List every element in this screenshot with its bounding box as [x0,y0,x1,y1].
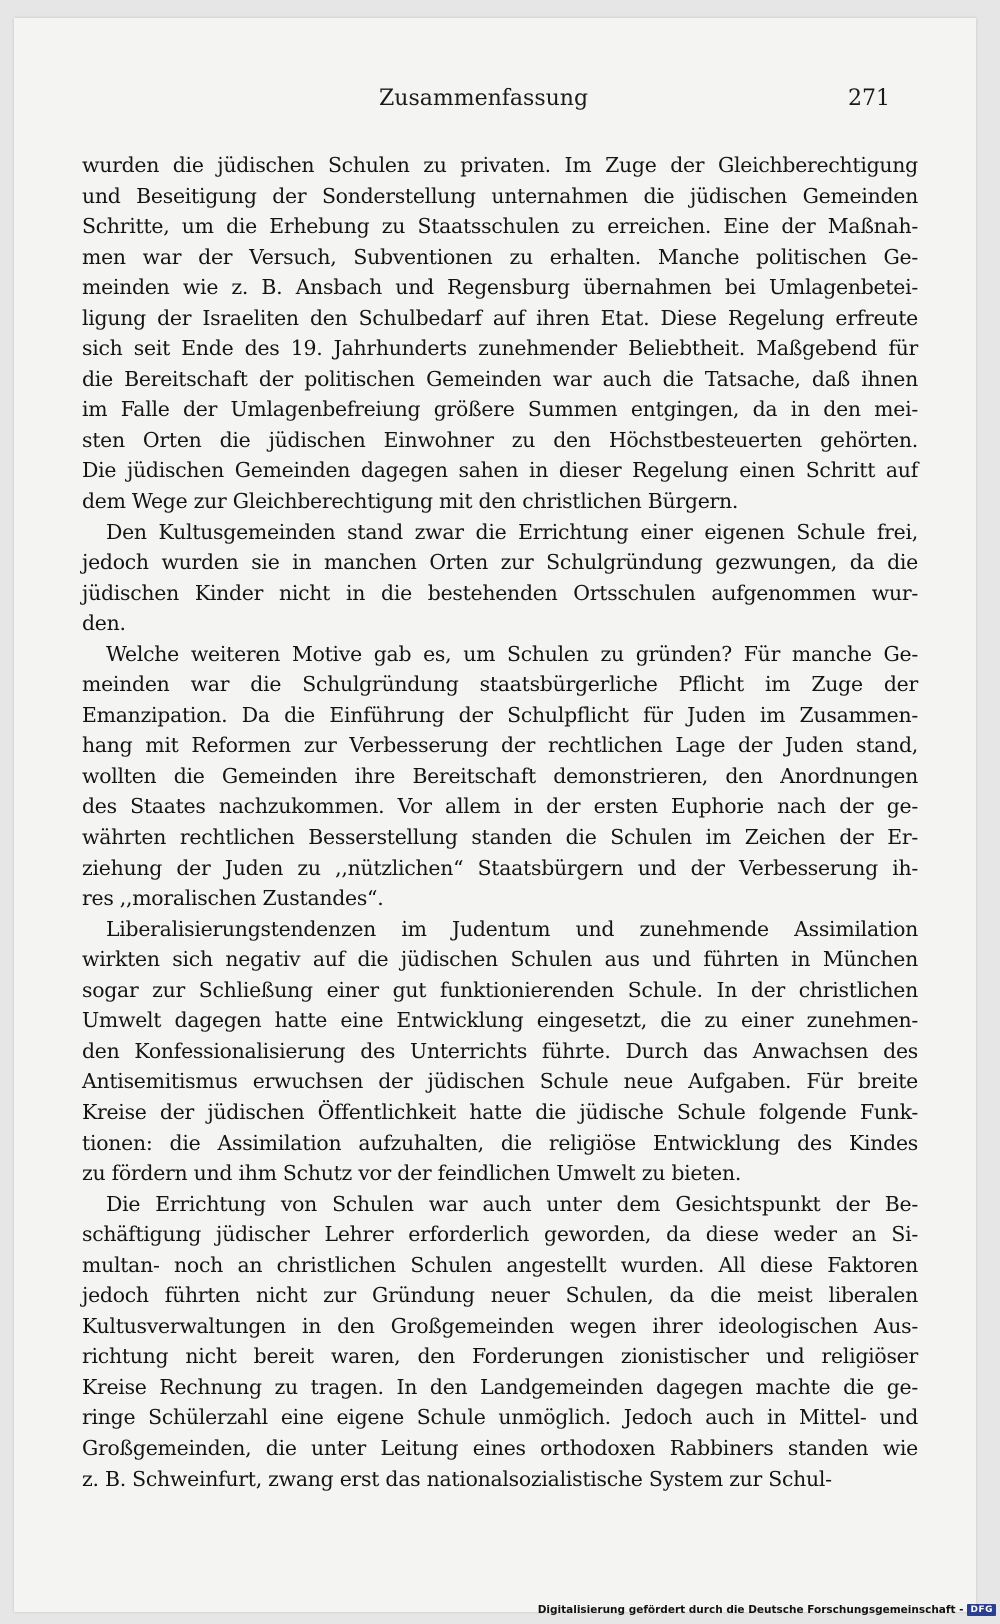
text-line: Liberalisierungstendenzen im Judentum und zunehmende Assimilation [106,916,918,941]
text-line: Umwelt dagegen hatte eine Entwicklung eingesetzt, die zu einer zunehmen- [82,1008,918,1033]
text-line: den. [82,611,126,636]
text-line: meinden war die Schulgründung staatsbürgerliche Pflicht im Zuge der [82,672,918,697]
text-line: dem Wege zur Gleichberechtigung mit den christlichen Bürgern. [82,489,739,514]
text-line: Den Kultusgemeinden stand zwar die Errichtung einer eigenen Schule frei, [106,519,918,544]
book-page [14,18,976,1612]
text-line: den Konfessionalisierung des Unterrichts führte. Durch das Anwachsen des [82,1038,918,1063]
text-line: jedoch wurden sie in manchen Orten zur Schulgründung gezwungen, da die [82,550,918,575]
text-line: res ,,moralischen Zustandes“. [82,886,384,911]
text-line: tionen: die Assimilation aufzuhalten, die religiöse Entwicklung des Kindes [82,1130,918,1155]
text-line: im Falle der Umlagenbefreiung größere Summen entgingen, da in den mei- [82,397,918,422]
text-line: wurden die jüdischen Schulen zu privaten. Im Zuge der Gleichberechtigung [82,153,918,177]
paragraph [82,639,918,914]
text-line: jedoch führten nicht zur Gründung neuer Schulen, da die meist liberalen [82,1283,918,1308]
text-line: wirkten sich negativ auf die jüdischen Schulen aus und führten in München [82,947,918,972]
text-line: sogar zur Schließung einer gut funktionierenden Schule. In der christlichen [82,977,918,1002]
text-line: wollten die Gemeinden ihre Bereitschaft demonstrieren, den Anordnungen [82,763,918,788]
text-line: Kultusverwaltungen in den Großgemeinden wegen ihrer ideologischen Aus- [82,1313,918,1338]
text-line: multan- noch an christlichen Schulen angestellt wurden. All diese Faktoren [82,1252,918,1277]
text-line: des Staates nachzukommen. Vor allem in der ersten Euphorie nach der ge- [82,794,918,819]
text-line: Kreise der jüdischen Öffentlichkeit hatte die jüdische Schule folgende Funk- [82,1099,918,1124]
text-line: Die Errichtung von Schulen war auch unter dem Gesichtspunkt der Be- [106,1191,918,1216]
paragraph [82,914,918,1189]
text-line: zu fördern und ihm Schutz vor der feindlichen Umwelt zu bieten. [82,1161,742,1186]
text-line: ligung der Israeliten den Schulbedarf auf ihren Etat. Diese Regelung erfreute [82,305,918,330]
running-head [14,86,976,120]
text-line: richtung nicht bereit waren, den Forderungen zionistischer und religiöser [82,1344,918,1369]
text-line: Großgemeinden, die unter Leitung eines orthodoxen Rabbiners standen wie [82,1435,918,1460]
text-line: meinden wie z. B. Ansbach und Regensburg übernahmen bei Umlagenbetei- [82,275,918,300]
digitization-footer [538,1602,996,1618]
paragraph [82,517,918,639]
text-line: Emanzipation. Da die Einführung der Schulpflicht für Juden im Zusammen- [82,702,918,727]
text-line: ringe Schülerzahl eine eigene Schule unmöglich. Jedoch auch in Mittel- und [82,1405,918,1430]
text-line: Kreise Rechnung zu tragen. In den Landgemeinden dagegen machte die ge- [82,1374,918,1399]
text-line: schäftigung jüdischer Lehrer erforderlich geworden, da diese weder an Si- [82,1222,918,1247]
paragraph [82,1189,918,1494]
text-line: und Beseitigung der Sonderstellung unternahmen die jüdischen Gemeinden [82,183,918,208]
body-text [82,150,918,1494]
text-line: jüdischen Kinder nicht in die bestehenden Ortsschulen aufgenommen wur- [82,580,918,605]
text-line: z. B. Schweinfurt, zwang erst das nationalsozialistische System zur Schul- [82,1466,832,1491]
text-line: sten Orten die jüdischen Einwohner zu den Höchstbesteuerten gehörten. [82,427,918,452]
running-title: Zusammenfassung [379,86,589,111]
dfg-logo: DFG [967,1604,996,1616]
text-line: Die jüdischen Gemeinden dagegen sahen in dieser Regelung einen Schritt auf [82,458,918,483]
digitization-credit: Digitalisierung gefördert durch die Deutsche Forschungsgemeinschaft - [537,1604,964,1616]
text-line: sich seit Ende des 19. Jahrhunderts zunehmender Beliebtheit. Maßgebend für [82,336,918,361]
text-line: ziehung der Juden zu ,,nützlichen“ Staatsbürgern und der Verbesserung ih- [82,855,918,880]
text-line: Schritte, um die Erhebung zu Staatsschulen zu erreichen. Eine der Maßnah- [82,214,918,239]
paragraph [82,150,918,517]
page-number: 271 [848,86,890,111]
text-line: währten rechtlichen Besserstellung standen die Schulen im Zeichen der Er- [82,825,918,850]
text-line: hang mit Reformen zur Verbesserung der rechtlichen Lage der Juden stand, [82,733,918,758]
text-line: die Bereitschaft der politischen Gemeinden war auch die Tatsache, daß ihnen [82,366,918,391]
text-line: Antisemitismus erwuchsen der jüdischen Schule neue Aufgaben. Für breite [82,1069,918,1094]
text-line: Welche weiteren Motive gab es, um Schulen zu gründen? Für manche Ge- [106,641,918,666]
text-line: men war der Versuch, Subventionen zu erhalten. Manche politischen Ge- [82,244,918,269]
